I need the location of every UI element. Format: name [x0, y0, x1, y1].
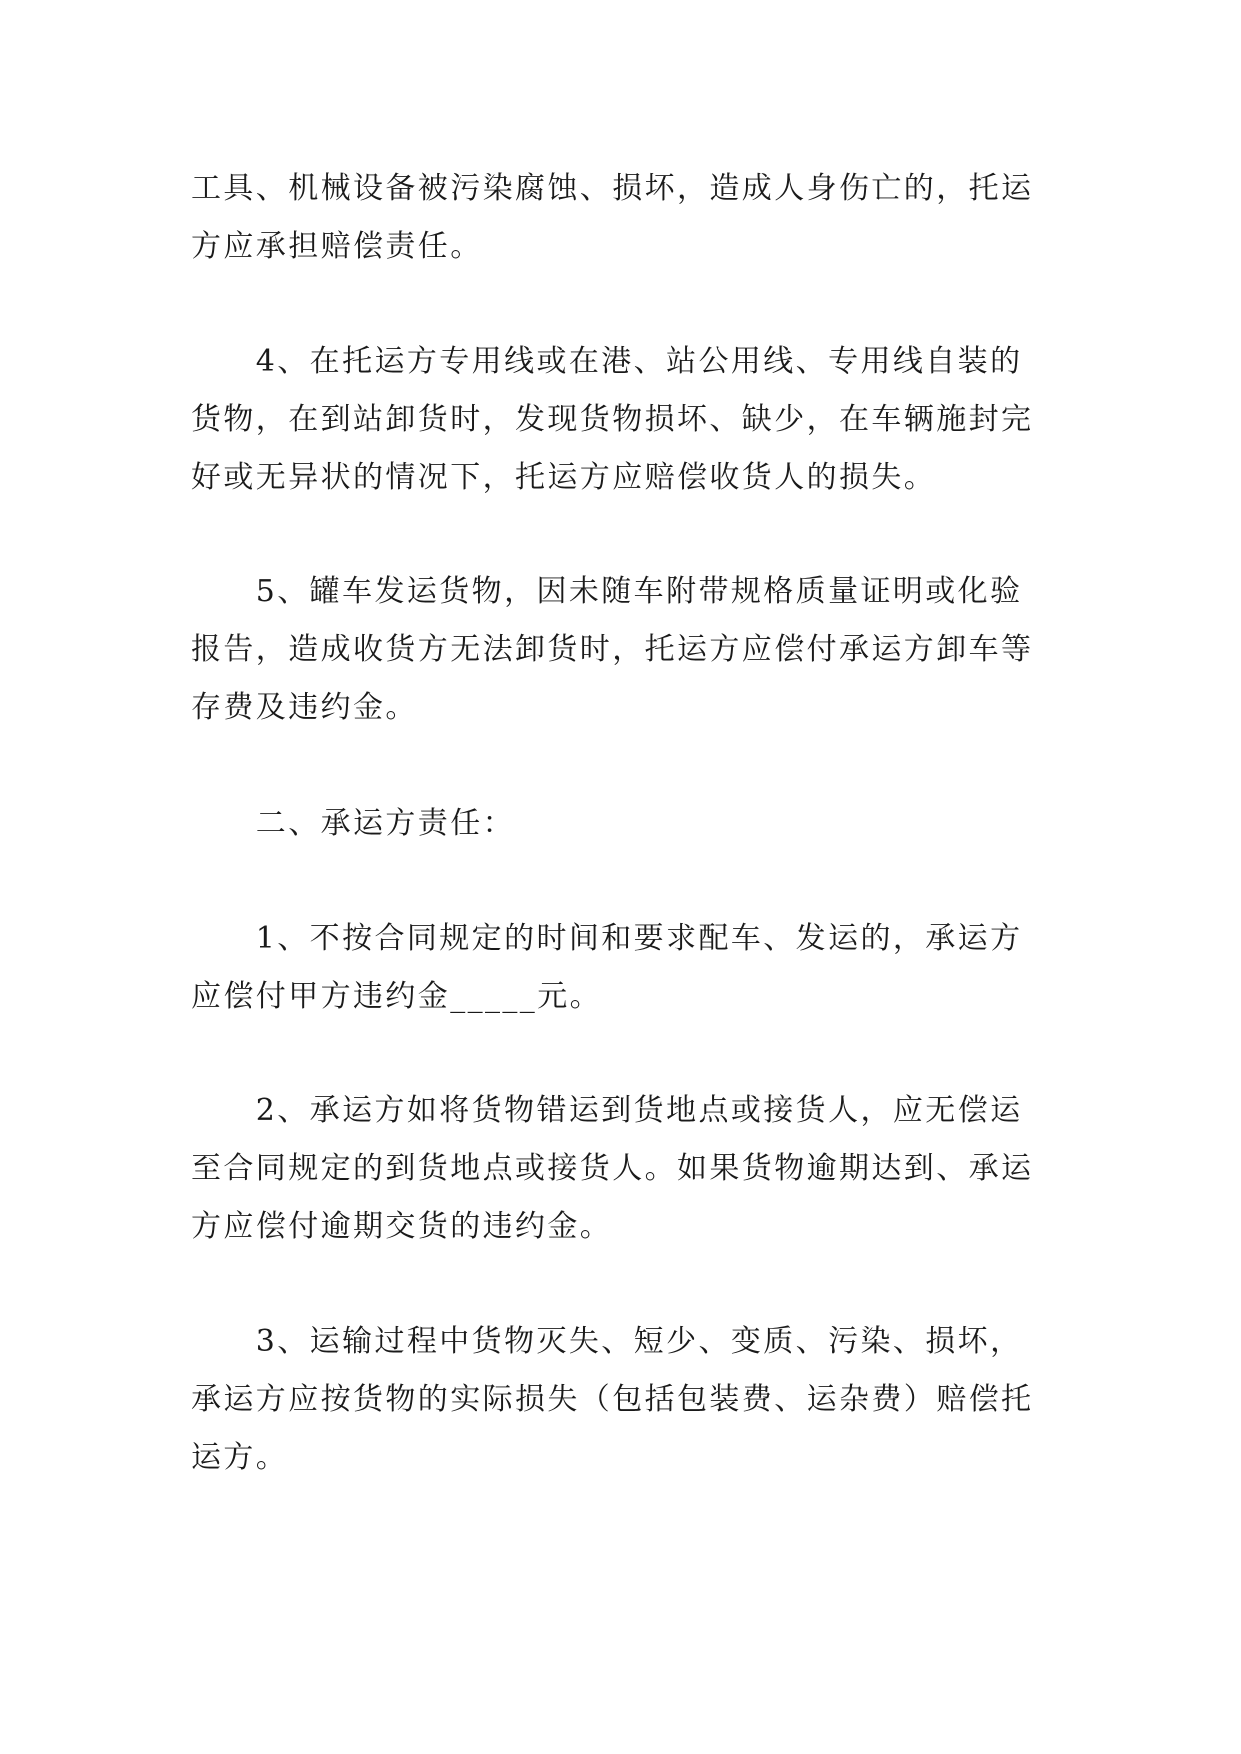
- paragraph-shipper-liability-continued: 工具、机械设备被污染腐蚀、损坏，造成人身伤亡的，托运方应承担赔偿责任。: [191, 171, 1034, 264]
- paragraph-shipper-clause-4: 4、在托运方专用线或在港、站公用线、专用线自装的货物，在到站卸货时，发现货物损坏、缺少，在车辆施封完好或无异状的情况下，托运方应赔偿收货人的损失。: [191, 344, 1034, 495]
- paragraph-shipper-clause-5: 5、罐车发运货物，因未随车附带规格质量证明或化验报告，造成收货方无法卸货时，托运方应偿付承运方卸车等存费及违约金。: [191, 574, 1034, 725]
- paragraph-carrier-clause-1: 1、不按合同规定的时间和要求配车、发运的，承运方应偿付甲方违约金_____元。: [191, 921, 1023, 1014]
- paragraph-carrier-clause-2: 2、承运方如将货物错运到货地点或接货人，应无偿运至合同规定的到货地点或接货人。如果货物逾期达到、承运方应偿付逾期交货的违约金。: [191, 1093, 1034, 1244]
- section-heading-carrier-liability: 二、承运方责任：: [191, 806, 515, 841]
- paragraph-carrier-clause-3: 3、运输过程中货物灭失、短少、变质、污染、损坏，承运方应按货物的实际损失（包括包装费、运杂费）赔偿托运方。: [191, 1324, 1034, 1475]
